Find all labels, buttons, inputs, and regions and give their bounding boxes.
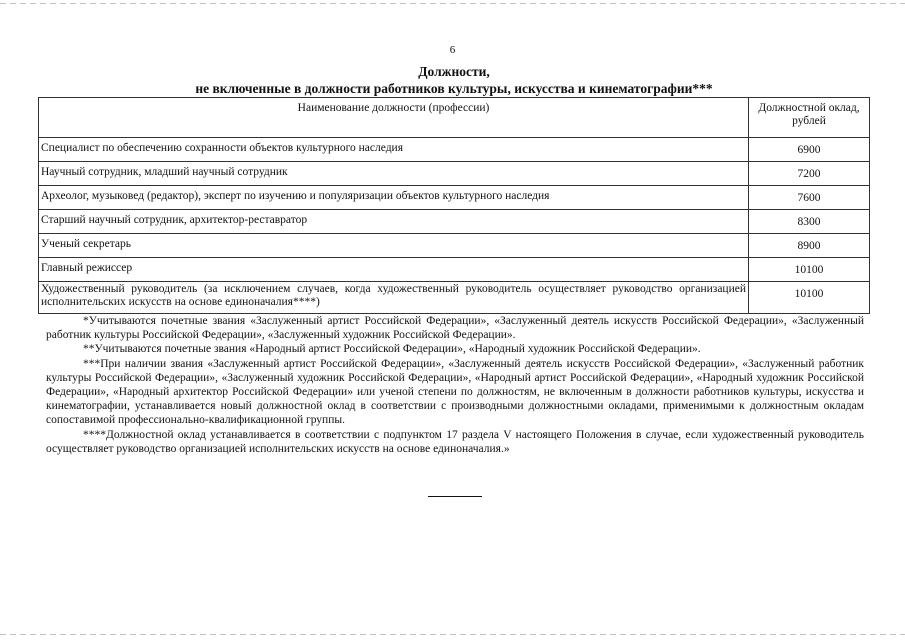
position-name: Научный сотрудник, младший научный сотрудник <box>39 162 749 186</box>
header-position-name: Наименование должности (профессии) <box>39 98 749 138</box>
table-row <box>39 186 870 210</box>
table-row <box>39 210 870 234</box>
position-name: Художественный руководитель (за исключением случаев, когда художественный руководитель осуществляет руководство организацией исполнительских искусств на основе единоначалия****) <box>39 282 749 314</box>
position-name: Археолог, музыковед (редактор), эксперт по изучению и популяризации объектов культурного наследия <box>39 186 749 210</box>
position-salary: 8900 <box>749 234 870 258</box>
table-row <box>39 138 870 162</box>
header-salary: Должностной оклад, рублей <box>749 98 870 138</box>
table-row <box>39 258 870 282</box>
table-row <box>39 282 870 314</box>
position-salary: 7200 <box>749 162 870 186</box>
position-salary: 8300 <box>749 210 870 234</box>
position-salary: 10100 <box>749 282 870 314</box>
document-title-line1: Должности, <box>418 64 490 79</box>
position-name: Специалист по обеспечению сохранности объектов культурного наследия <box>39 138 749 162</box>
footnote-3: ***При наличии звания «Заслуженный артист Российской Федерации», «Заслуженный деятель искусств Российской Федерации», «Заслуженный работник культуры Российской Федерации», «Заслуженный художник Российской Федерации», «Народный артист Российской Федерации», «Народный художник Российской Федерации», «Народный архитектор Российской Федерации» или ученой степени по должностям, не включенным в должности работников культуры, искусства и кинематографии, устанавливается новый должностной оклад в соответствии с производными должностными окладами, применимыми к должностным окладам сопоставимой профессионально-квалификационной группы. <box>46 357 864 427</box>
table-header-row <box>39 98 870 138</box>
scan-edge-bottom <box>0 634 905 635</box>
closing-divider <box>428 496 482 497</box>
position-salary: 7600 <box>749 186 870 210</box>
scan-edge-top <box>0 3 905 4</box>
table-row <box>39 234 870 258</box>
positions-table <box>38 97 870 314</box>
document-title-line2: не включенные в должности работников культуры, искусства и кинематографии*** <box>195 81 713 96</box>
position-name: Старший научный сотрудник, архитектор-реставратор <box>39 210 749 234</box>
position-salary: 10100 <box>749 258 870 282</box>
footnote-1: *Учитываются почетные звания «Заслуженный артист Российской Федерации», «Заслуженный деятель искусств Российской Федерации», «Заслуженный работник культуры Российской Федерации», «Заслуженный художник Российской Федерации». <box>46 315 864 342</box>
page-number: 6 <box>449 44 456 56</box>
footnote-2: **Учитываются почетные звания «Народный артист Российской Федерации», «Народный художник Российской Федерации». <box>83 343 701 356</box>
position-salary: 6900 <box>749 138 870 162</box>
table-row <box>39 162 870 186</box>
position-name: Ученый секретарь <box>39 234 749 258</box>
footnotes <box>46 314 864 456</box>
footnote-4: ****Должностной оклад устанавливается в соответствии с подпунктом 17 раздела V настоящего Положения в случае, если художественный руководитель осуществляет руководство организацией исполнительских искусств на основе единоначалия.» <box>46 428 864 455</box>
position-name: Главный режиссер <box>39 258 749 282</box>
